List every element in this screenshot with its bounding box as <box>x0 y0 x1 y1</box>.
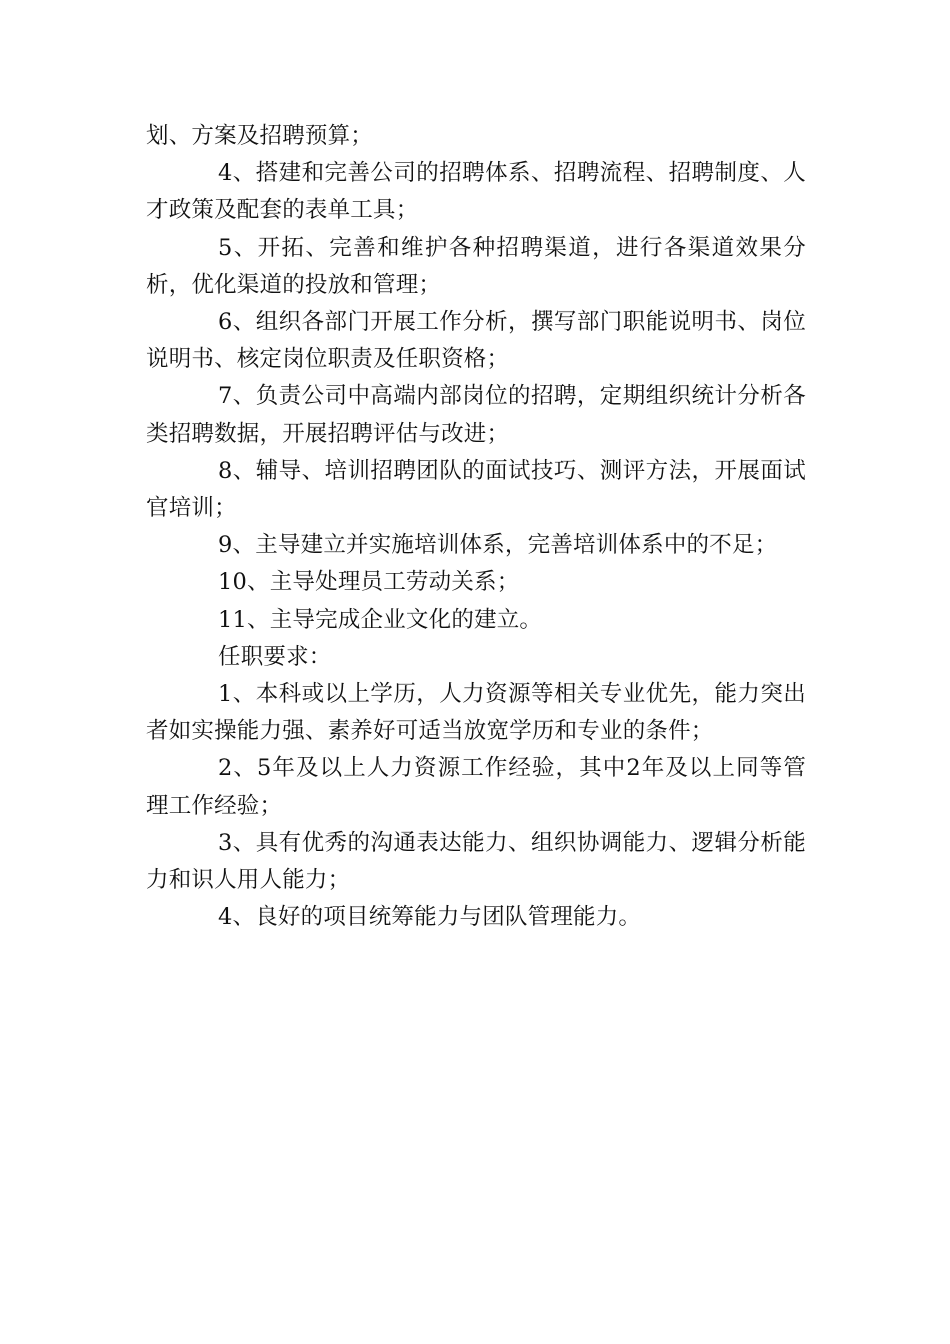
paragraph-duty-8: 8、辅导、培训招聘团队的面试技巧、测评方法，开展面试官培训； <box>146 457 806 522</box>
paragraph-continuation: 划、方案及招聘预算； <box>146 123 374 149</box>
paragraph-duty-4: 4、搭建和完善公司的招聘体系、招聘流程、招聘制度、人才政策及配套的表单工具； <box>146 160 806 224</box>
paragraph-duty-10: 10、主导处理员工劳动关系； <box>218 569 520 596</box>
paragraph-duty-9: 9、主导建立并实施培训体系，完善培训体系中的不足； <box>218 532 778 559</box>
paragraph-duty-7: 7、负责公司中高端内部岗位的招聘，定期组织统计分析各类招聘数据，开展招聘评估与改进； <box>146 383 806 447</box>
paragraph-requirement-1: 1、本科或以上学历，人力资源等相关专业优先，能力突出者如实操能力强、素养好可适当放宽学历和专业的条件； <box>146 681 806 745</box>
paragraph-requirement-2: 2、5年及以上人力资源工作经验，其中2年及以上同等管理工作经验； <box>146 755 806 819</box>
requirements-heading: 任职要求： <box>218 643 332 670</box>
paragraph-requirement-4: 4、良好的项目统筹能力与团队管理能力。 <box>218 904 642 931</box>
paragraph-requirement-3: 3、具有优秀的沟通表达能力、组织协调能力、逻辑分析能力和识人用人能力； <box>146 829 806 894</box>
paragraph-duty-5: 5、开拓、完善和维护各种招聘渠道，进行各渠道效果分析，优化渠道的投放和管理； <box>146 234 806 298</box>
paragraph-duty-11: 11、主导完成企业文化的建立。 <box>218 606 543 633</box>
document-body <box>146 118 806 936</box>
paragraph-duty-6: 6、组织各部门开展工作分析，撰写部门职能说明书、岗位说明书、核定岗位职责及任职资格； <box>146 309 806 373</box>
